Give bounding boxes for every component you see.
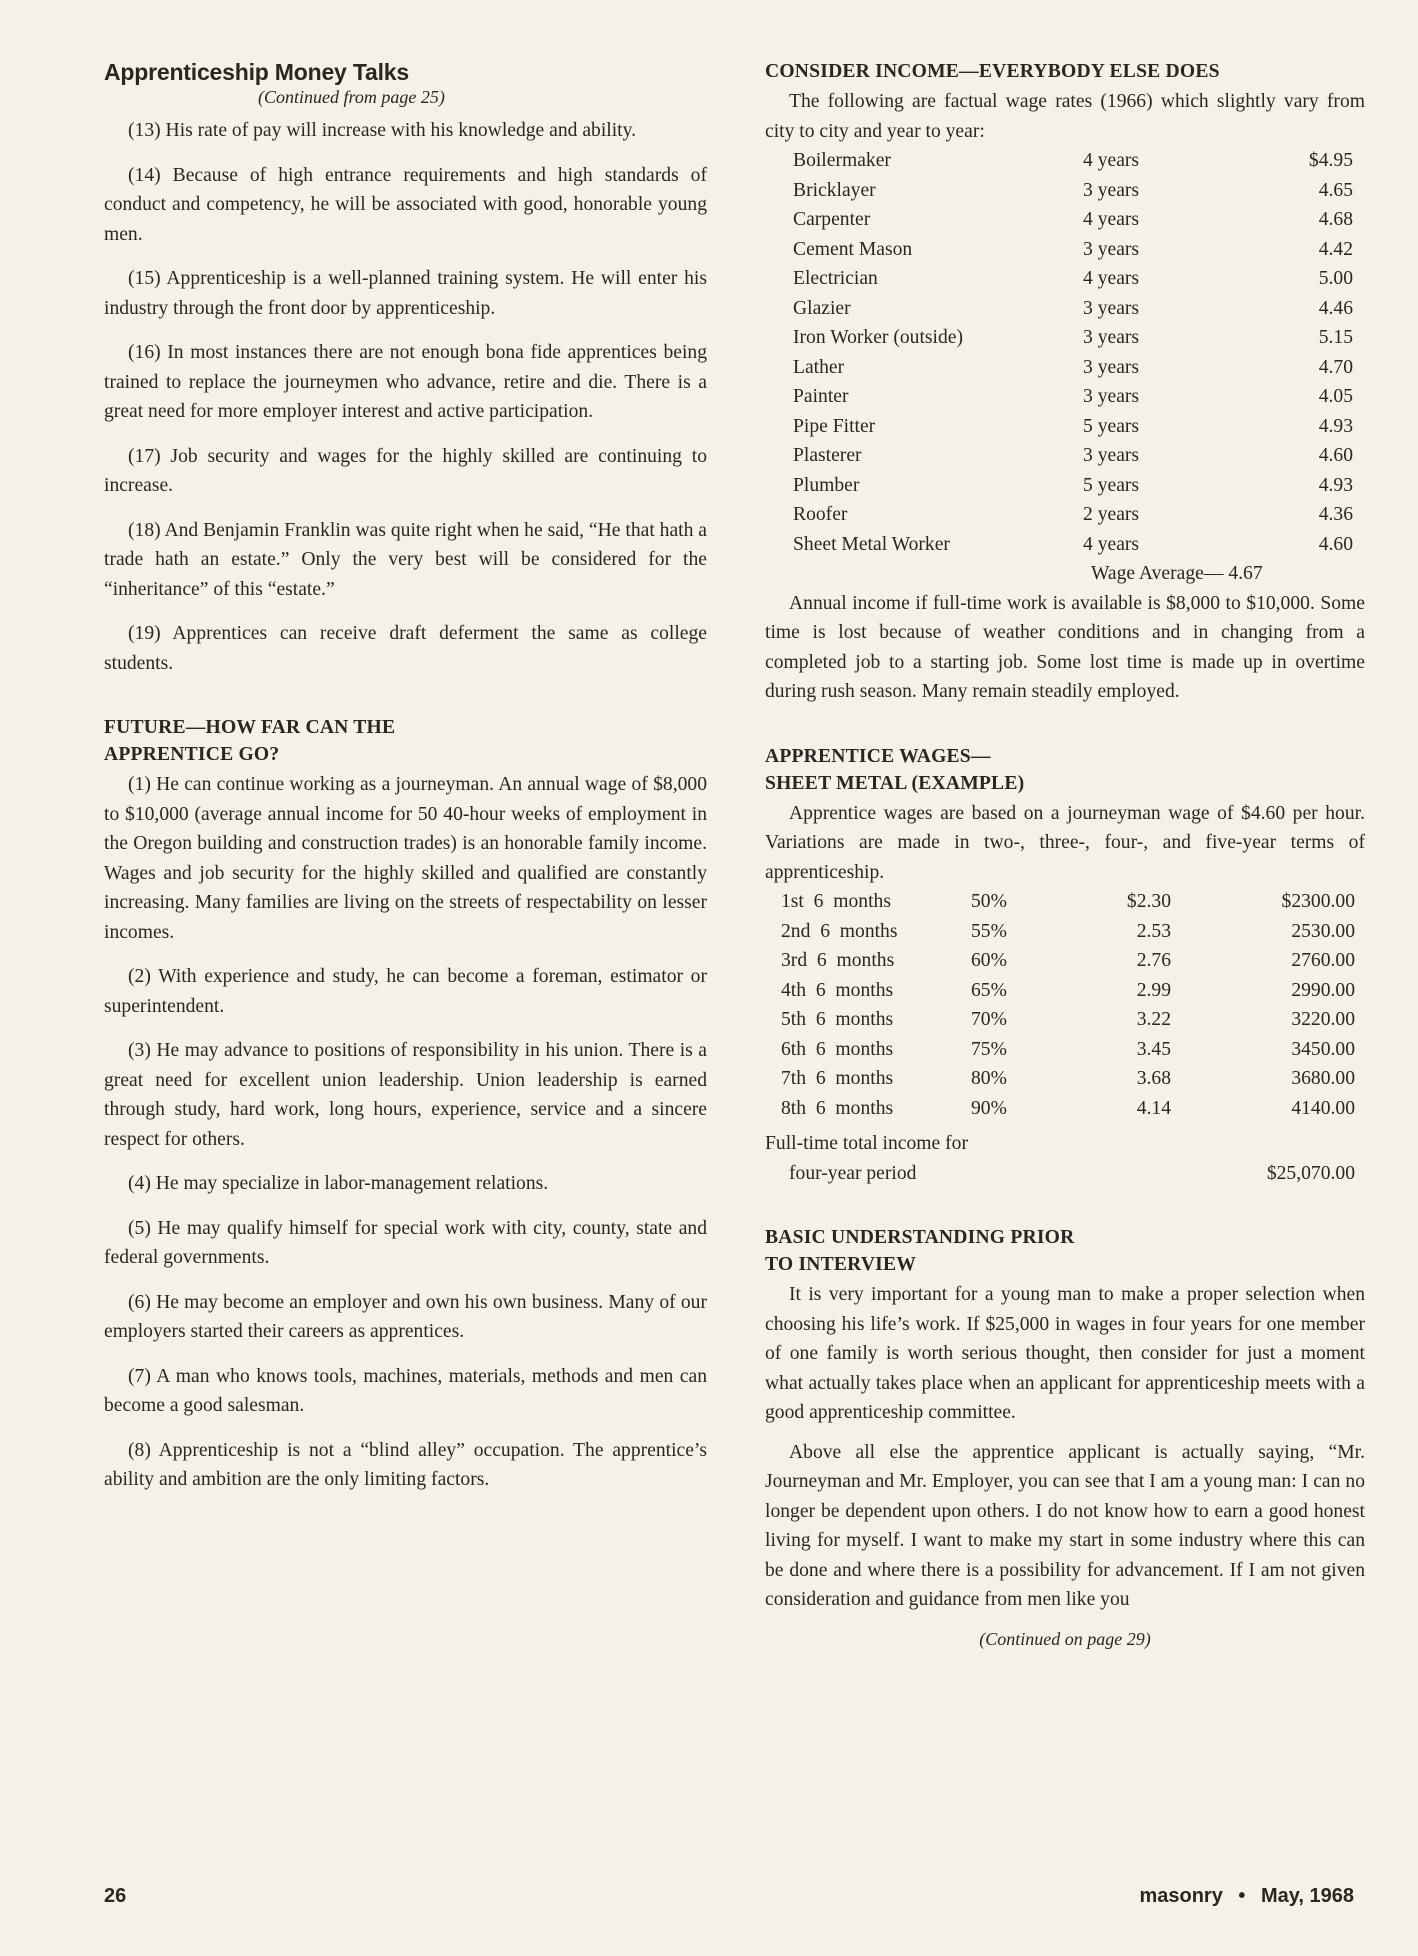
wage-row — [793, 353, 1353, 383]
period: 6th 6 months — [781, 1038, 894, 1060]
period-amount: 2530.00 — [1291, 920, 1355, 942]
percent: 50% — [971, 891, 1007, 912]
paragraph: (7) A man who knows tools, machines, materials, methods and men can become a good salesman. — [104, 1365, 707, 1416]
paragraph: (17) Job security and wages for the highly skilled are continuing to increase. — [104, 445, 707, 496]
hourly-wage: 2.76 — [1136, 950, 1171, 971]
training-term: 2 years — [1083, 504, 1140, 525]
period: 2nd 6 months — [781, 920, 898, 942]
percent: 60% — [971, 950, 1007, 971]
income-intro: The following are factual wage rates (1966) which slightly vary from city to city and year to year: — [765, 91, 1365, 142]
apprentice-wage-row — [781, 1035, 1355, 1065]
apprentice-wage-row — [781, 917, 1355, 947]
trade-name: Boilermaker — [793, 150, 891, 171]
hourly-rate: 4.36 — [1318, 504, 1353, 525]
hourly-rate: 4.05 — [1318, 386, 1353, 407]
page-number: 26 — [104, 1885, 127, 1907]
wage-rates-table — [793, 146, 1353, 559]
paragraph: (8) Apprenticeship is not a “blind alley” occupation. The apprentice’s ability and ambition are the only limiting factors. — [104, 1439, 707, 1490]
magazine-name: masonry — [1139, 1885, 1223, 1907]
future-heading-line2: APPRENTICE GO? — [104, 744, 280, 765]
wage-row — [793, 500, 1353, 530]
basic-heading-line1: BASIC UNDERSTANDING PRIOR — [765, 1227, 1075, 1248]
paragraph: (2) With experience and study, he can become a foreman, estimator or superintendent. — [104, 966, 707, 1017]
apprentice-wage-row — [781, 1005, 1355, 1035]
article-title: Apprenticeship Money Talks — [104, 59, 409, 85]
training-term: 3 years — [1083, 356, 1140, 378]
wage-row — [793, 176, 1353, 206]
percent: 65% — [971, 979, 1007, 1001]
percent: 70% — [971, 1009, 1007, 1030]
period: 4th 6 months — [781, 979, 894, 1001]
apprentice-wages-intro: Apprentice wages are based on a journeyman wage of $4.60 per hour. Variations are made in two-, three-, four-, and five-year terms of apprenticeship. — [765, 802, 1365, 883]
period-amount: 3220.00 — [1291, 1009, 1355, 1030]
wage-row — [793, 441, 1353, 471]
paragraph: (14) Because of high entrance requirements and high standards of conduct and competency, he will be associated with good, honorable young men. — [104, 164, 707, 245]
apprentice-wage-row — [781, 887, 1355, 917]
period: 1st 6 months — [781, 891, 891, 912]
percent: 75% — [971, 1038, 1007, 1060]
paragraph: (4) He may specialize in labor-management relations. — [128, 1173, 549, 1194]
income-heading: CONSIDER INCOME—EVERYBODY ELSE DOES — [765, 61, 1220, 82]
hourly-wage: 3.22 — [1136, 1009, 1171, 1030]
right-column — [765, 58, 1365, 1664]
hourly-rate: 5.15 — [1318, 327, 1353, 348]
percent: 80% — [971, 1068, 1007, 1089]
period-amount: $2300.00 — [1281, 891, 1355, 912]
paragraph: (6) He may become an employer and own his own business. Many of our employers started their careers as apprentices. — [104, 1291, 707, 1342]
basic-heading — [765, 1224, 1365, 1278]
period: 7th 6 months — [781, 1068, 894, 1089]
apprentice-wage-row — [781, 946, 1355, 976]
paragraph: (5) He may qualify himself for special work with city, county, state and federal governments. — [104, 1217, 707, 1268]
basic-heading-line2: TO INTERVIEW — [765, 1254, 917, 1275]
wage-average: Wage Average— 4.67 — [1091, 563, 1263, 584]
training-term: 4 years — [1083, 209, 1140, 230]
period-amount: 3450.00 — [1291, 1038, 1355, 1060]
paragraph: (15) Apprenticeship is a well-planned training system. He will enter his industry through the front door by apprenticeship. — [104, 268, 707, 319]
trade-name: Sheet Metal Worker — [793, 533, 950, 555]
left-column — [104, 58, 707, 1510]
training-term: 4 years — [1083, 150, 1140, 171]
hourly-rate: 4.70 — [1318, 356, 1353, 378]
apprentice-wage-row — [781, 1064, 1355, 1094]
period: 8th 6 months — [781, 1097, 894, 1119]
hourly-rate: 4.93 — [1318, 474, 1353, 496]
trade-name: Iron Worker (outside) — [793, 327, 964, 348]
publication-line — [1139, 1885, 1354, 1908]
percent: 90% — [971, 1097, 1007, 1119]
hourly-wage: 3.68 — [1136, 1068, 1171, 1089]
wage-row — [793, 530, 1353, 560]
wage-row — [793, 412, 1353, 442]
training-term: 5 years — [1083, 415, 1140, 437]
hourly-wage: 4.14 — [1136, 1097, 1171, 1119]
trade-name: Bricklayer — [793, 179, 876, 201]
paragraph: (1) He can continue working as a journeyman. An annual wage of $8,000 to $10,000 (average annual income for 50 40-hour weeks of employment in the Oregon building and construction trades) is an honorable family income. Wages and job security for the highly skilled and qualified are constantly increasing. Many families are living on the streets of respectability on lesser incomes. — [104, 774, 707, 943]
trade-name: Painter — [793, 386, 849, 407]
total-amount: $25,070.00 — [1266, 1162, 1355, 1184]
trade-name: Plumber — [793, 474, 860, 496]
apprentice-wages-table — [781, 887, 1355, 1123]
period-amount: 2760.00 — [1291, 950, 1355, 971]
wage-row — [793, 264, 1353, 294]
training-term: 3 years — [1083, 445, 1140, 466]
apprentice-wages-heading — [765, 743, 1365, 797]
apprentice-wage-row — [781, 976, 1355, 1006]
period-amount: 2990.00 — [1291, 979, 1355, 1001]
hourly-wage: 3.45 — [1136, 1038, 1171, 1060]
apprentice-wage-row — [781, 1094, 1355, 1124]
trade-name: Cement Mason — [793, 238, 913, 260]
hourly-rate: 4.42 — [1318, 238, 1353, 260]
paragraph: It is very important for a young man to make a proper selection when choosing his life’s work. If $25,000 in wages in four years for one member of one family is worth serious thought, then consider for just a moment what actually takes place when an applicant for apprenticeship meets with a good apprenticeship committee. — [765, 1284, 1365, 1423]
wage-row — [793, 382, 1353, 412]
wage-row — [793, 471, 1353, 501]
future-heading-line1: FUTURE—HOW FAR CAN THE — [104, 717, 396, 738]
training-term: 5 years — [1083, 474, 1140, 496]
paragraph: (19) Apprentices can receive draft deferment the same as college students. — [104, 623, 707, 674]
trade-name: Lather — [793, 356, 845, 378]
trade-name: Pipe Fitter — [793, 415, 876, 437]
paragraph: (16) In most instances there are not enough bona fide apprentices being trained to replace the journeymen who advance, retire and die. There is a great need for more employer interest and active participation. — [104, 342, 707, 422]
paragraph: (18) And Benjamin Franklin was quite right when he said, “He that hath a trade hath an estate.” Only the very best will be considered for the “inheritance” of this “estate.” — [104, 519, 707, 600]
percent: 55% — [971, 920, 1007, 942]
apprentice-wages-heading-line1: APPRENTICE WAGES— — [765, 745, 991, 767]
continued-on-note: (Continued on page 29) — [979, 1628, 1151, 1649]
trade-name: Electrician — [793, 268, 878, 289]
hourly-wage: 2.99 — [1136, 979, 1171, 1001]
wage-row — [793, 294, 1353, 324]
paragraph: Above all else the apprentice applicant is actually saying, “Mr. Journeyman and Mr. Employer, you can see that I am a young man: I can no longer be dependent upon others. I do not know how to earn a good honest living for myself. I want to make my start in some industry where this can be done and where there is a possibility for advancement. If I am not given consideration and guidance from men like you — [765, 1441, 1365, 1610]
wage-row — [793, 146, 1353, 176]
wage-row — [793, 323, 1353, 353]
hourly-rate: 4.68 — [1318, 209, 1353, 230]
hourly-rate: 4.60 — [1318, 533, 1353, 555]
training-term: 3 years — [1083, 327, 1140, 348]
future-heading — [104, 714, 707, 768]
hourly-rate: $4.95 — [1308, 150, 1353, 171]
wage-row — [793, 205, 1353, 235]
paragraph: (13) His rate of pay will increase with his knowledge and ability. — [128, 120, 637, 141]
issue-date: May, 1968 — [1260, 1885, 1354, 1907]
training-term: 4 years — [1083, 268, 1140, 289]
period: 3rd 6 months — [781, 950, 895, 971]
training-term: 3 years — [1083, 297, 1140, 319]
hourly-rate: 4.46 — [1318, 297, 1353, 319]
hourly-rate: 4.93 — [1318, 415, 1353, 437]
total-income-table — [765, 1129, 1355, 1188]
trade-name: Roofer — [793, 504, 848, 525]
trade-name: Carpenter — [793, 209, 871, 230]
hourly-rate: 5.00 — [1318, 268, 1353, 289]
total-label-line2: four-year period — [789, 1162, 917, 1184]
trade-name: Glazier — [793, 297, 851, 319]
period-amount: 3680.00 — [1291, 1068, 1355, 1089]
bullet-separator: • — [1238, 1885, 1246, 1907]
period: 5th 6 months — [781, 1009, 894, 1030]
total-label-line1: Full-time total income for — [765, 1133, 968, 1154]
hourly-rate: 4.60 — [1318, 445, 1353, 466]
training-term: 3 years — [1083, 238, 1140, 260]
hourly-wage: 2.53 — [1136, 920, 1171, 942]
period-amount: 4140.00 — [1291, 1097, 1355, 1119]
trade-name: Plasterer — [793, 445, 862, 466]
income-after: Annual income if full-time work is available is $8,000 to $10,000. Some time is lost because of weather conditions and in changing from a completed job to a starting job. Some lost time is made up in overtime during rush season. Many remain steadily employed. — [765, 592, 1365, 702]
continued-from-note: (Continued from page 25) — [258, 87, 445, 107]
hourly-rate: 4.65 — [1318, 179, 1353, 201]
training-term: 3 years — [1083, 386, 1140, 407]
apprentice-wages-heading-line2: SHEET METAL (EXAMPLE) — [765, 772, 1025, 794]
training-term: 3 years — [1083, 179, 1140, 201]
paragraph: (3) He may advance to positions of responsibility in his union. There is a great need for excellent union leadership. Union leadership is earned through study, hard work, long hours, experience, service and a sincere respect for others. — [104, 1040, 707, 1150]
hourly-wage: $2.30 — [1126, 891, 1171, 912]
training-term: 4 years — [1083, 533, 1140, 555]
wage-row — [793, 235, 1353, 265]
